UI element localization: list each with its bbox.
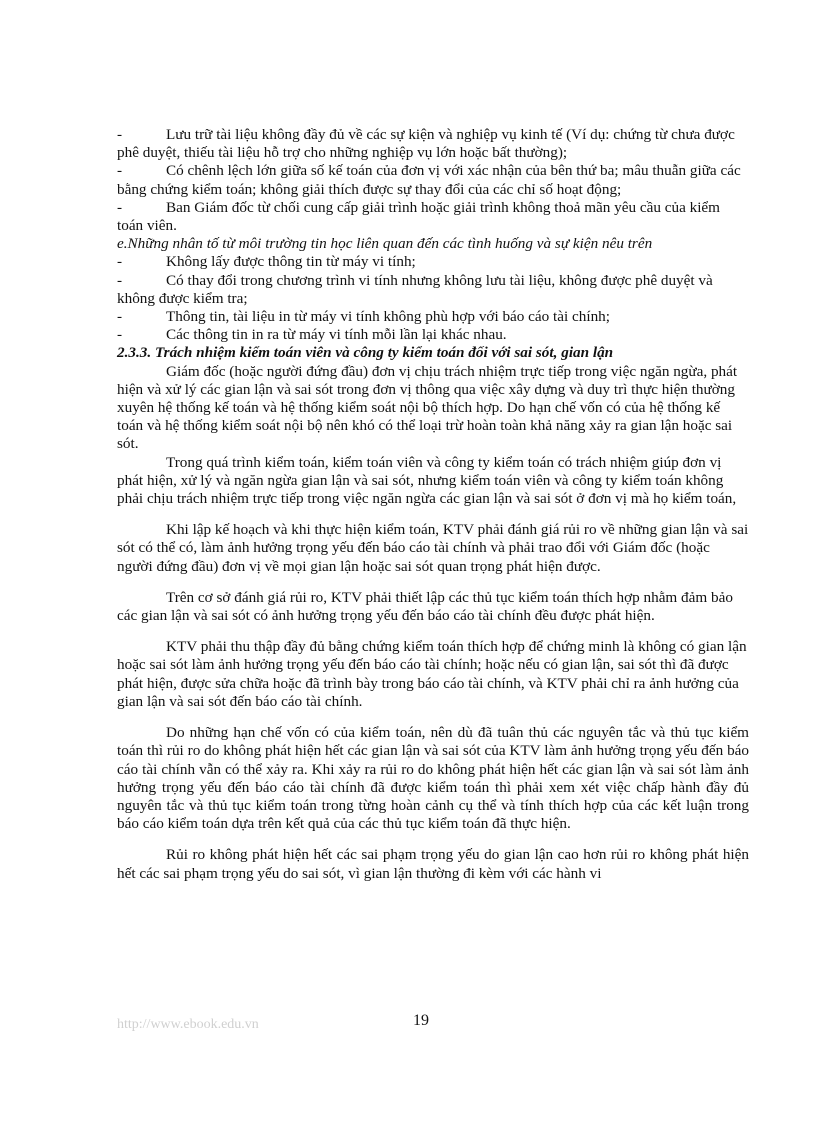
paragraph: Rủi ro không phát hiện hết các sai phạm trọng yếu do gian lận cao hơn rủi ro không phát hiện hết các sai phạm trọng yếu do sai sót, vì gian lận thường đi kèm với các hành vi [117, 846, 749, 882]
bullet-text: Các thông tin in ra từ máy vi tính mỗi lần lại khác nhau. [166, 326, 507, 344]
bullet-item [117, 162, 749, 198]
section-heading: 2.3.3. Trách nhiệm kiểm toán viên và công ty kiểm toán đối với sai sót, gian lận [117, 344, 614, 362]
paragraph: Trong quá trình kiểm toán, kiểm toán viên và công ty kiểm toán có trách nhiệm giúp đơn vị phát hiện, xử lý và ngăn ngừa gian lận và sai sót, nhưng kiểm toán viên và công ty kiểm toán không phải chịu trách nhiệm trực tiếp trong việc ngăn ngừa các gian lận và sai sót ở đơn vị mà họ kiểm toán, [117, 453, 737, 508]
bullet-dash: - [117, 126, 123, 143]
bullet-dash: - [117, 198, 123, 216]
bullet-text: Ban Giám đốc từ chối cung cấp giải trình hoặc giải trình không thoả mãn yêu cầu của kiểm toán viên. [117, 198, 720, 235]
bullet-dash: - [117, 271, 123, 289]
paragraph: Trên cơ sở đánh giá rủi ro, KTV phải thiết lập các thủ tục kiểm toán thích hợp nhằm đảm bảo các gian lận và sai sót có ảnh hưởng trọng yếu đến báo cáo tài chính đều được phát hiện. [117, 588, 733, 625]
paragraph: Do những hạn chế vốn có của kiểm toán, nên dù đã tuân thủ các nguyên tắc và thủ tục kiểm toán thì rủi ro do không phát hiện hết các gian lận và sai sót của KTV làm ảnh hưởng trọng yếu đến báo cáo tài chính vẫn có thể xảy ra. Khi xảy ra rủi ro do không phát hiện hết các gian lận và sai sót làm ảnh hưởng trọng yếu đến báo cáo tài chính đã được kiểm toán thì phải xem xét việc chấp hành đầy đủ nguyên tắc và thủ tục kiểm toán trong từng hoàn cảnh cụ thể và tính thích hợp của các kết luận trong báo cáo kiểm toán dựa trên kết quả của các thủ tục kiểm toán đã thực hiện. [117, 724, 749, 833]
bullet-item [117, 253, 749, 271]
footer-url: http://www.ebook.edu.vn [117, 1017, 259, 1032]
bullet-text: Lưu trữ tài liệu không đầy đủ về các sự kiện và nghiệp vụ kinh tế (Ví dụ: chứng từ chưa được phê duyệt, thiếu tài liệu hỗ trợ cho những nghiệp vụ lớn hoặc bất thường); [117, 126, 735, 162]
bullet-text: Thông tin, tài liệu in từ máy vi tính không phù hợp với báo cáo tài chính; [166, 308, 610, 326]
bullet-dash: - [117, 308, 123, 326]
bullet-item [117, 126, 749, 162]
bullet-item [117, 272, 749, 308]
paragraph: Khi lập kế hoạch và khi thực hiện kiểm toán, KTV phải đánh giá rủi ro về những gian lận và sai sót có thể có, làm ảnh hưởng trọng yếu đến báo cáo tài chính và phải trao đổi với Giám đốc (hoặc người đứng đầu) đơn vị về mọi gian lận hoặc sai sót quan trọng phát hiện được. [117, 521, 749, 575]
section-e-title: e.Những nhân tố từ môi trường tin học liên quan đến các tình huống và sự kiện nêu trên [117, 235, 653, 253]
bullet-item [117, 199, 749, 235]
bullet-dash: - [117, 162, 123, 180]
paragraph: KTV phải thu thập đầy đủ bằng chứng kiểm toán thích hợp để chứng minh là không có gian lận hoặc sai sót làm ảnh hưởng trọng yếu đến báo cáo tài chính; hoặc nếu có gian lận, sai sót thì đã được phát hiện, được sửa chữa hoặc đã trình bày trong báo cáo tài chính, và KTV phải chỉ ra ảnh hưởng của gian lận và sai sót đến báo cáo tài chính. [117, 638, 747, 710]
bullet-text: Có chênh lệch lớn giữa số kế toán của đơn vị với xác nhận của bên thứ ba; mâu thuẫn giữa các bằng chứng kiểm toán; không giải thích được sự thay đổi của các chỉ số hoạt động; [117, 162, 741, 198]
bullet-item [117, 308, 749, 326]
bullet-item [117, 326, 749, 344]
paragraph: Giám đốc (hoặc người đứng đầu) đơn vị chịu trách nhiệm trực tiếp trong việc ngăn ngừa, phát hiện và xử lý các gian lận và sai sót trong đơn vị thông qua việc xây dựng và duy trì thực hiện thường xuyên hệ thống kế toán và hệ thống kiểm soát nội bộ thích hợp. Do hạn chế vốn có của hệ thống kế toán và hệ thống kiểm soát nội bộ nên khó có thể loại trừ hoàn toàn khả năng xảy ra gian lận hoặc sai sót. [117, 362, 738, 453]
page-number: 19 [413, 1012, 429, 1029]
bullet-dash: - [117, 326, 123, 344]
bullet-dash: - [117, 253, 123, 271]
page-content [117, 126, 749, 883]
bullet-text: Có thay đổi trong chương trình vi tính nhưng không lưu tài liệu, không được phê duyệt và không được kiểm tra; [117, 271, 713, 307]
bullet-text: Không lấy được thông tin từ máy vi tính; [166, 253, 416, 271]
